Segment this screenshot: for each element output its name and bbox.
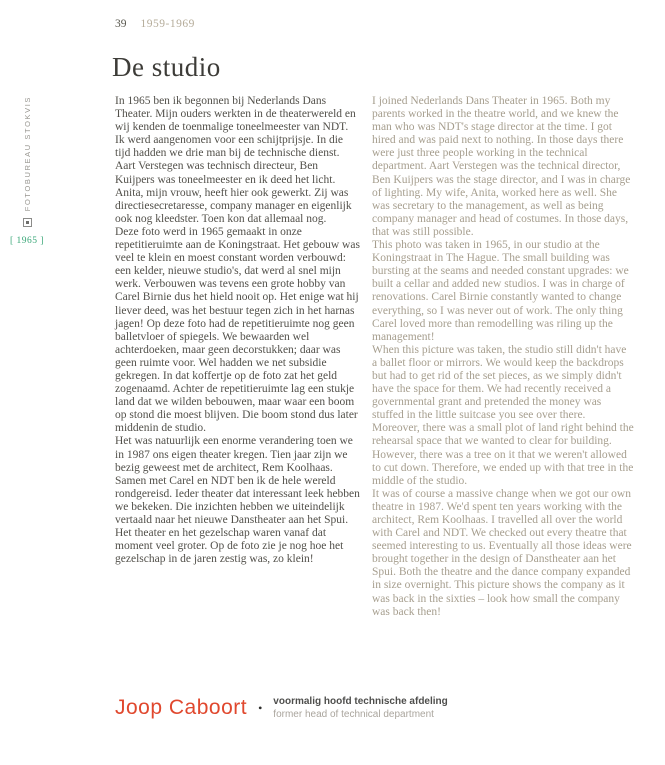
sidebar bbox=[9, 96, 45, 247]
author-role-english: former head of technical department bbox=[273, 709, 434, 720]
page-number: 39 bbox=[115, 18, 127, 30]
dutch-paragraph: In 1965 ben ik begonnen bij Nederlands Dans Theater. Mijn ouders werkten in de theaterwereld en wij kenden de toenmalige toneelmeester van NDT. Ik werd aangenomen voor een schijtprijsje. In die tijd hadden we drie man bij de technische dienst. Aart Verstegen was technisch directeur, Ben Kuijpers was toneelmeester en ik deed het licht. Anita, mijn vrouw, heeft hier ook gewerkt. Zij was directiesecretaresse, company manager en eigenlijk ook nog kleedster. Toen kon dat allemaal nog. bbox=[115, 95, 356, 225]
photo-credit-vertical: FOTOBUREAU STOKVIS bbox=[22, 96, 32, 212]
dutch-paragraph: Deze foto werd in 1965 gemaakt in onze repetitieruimte aan de Koningstraat. Het gebouw was veel te klein en moest constant worden verbouwd: een kelder, nieuwe studio's, dat werd al snel mijn werk. Verbouwen was tevens een grote hobby van Carel Birnie dus het hield nooit op. Het enige wat hij liever deed, was het bestuur tegen zich in het harnas jagen! Op deze foto had de repetitieruimte nog geen balletvloer of spiegels. We bewaarden wel achterdoeken, maar geen decorstukken; daar was geen ruimte voor. Wel hadden we net subsidie gekregen. In dat koffertje op de foto zat het geld zogenaamd. Achter de repetitieruimte lag een stukje land dat we wilden bebouwen, maar waar een boom op stond die moest blijven. Die boom stond dus later middenin de studio. bbox=[115, 225, 360, 435]
article-title: De studio bbox=[112, 52, 221, 82]
chapter-period: 1959-1969 bbox=[140, 18, 195, 30]
english-paragraph: This photo was taken in 1965, in our studio at the Koningstraat in The Hague. The small building was bursting at the seams and needed constant upgrades: we built a cellar and added new studios. I was in charge of renovations. Carel Birnie constantly wanted to change everything, so I was never out of work. The only thing Carel loved more than remodelling was riling up the management! bbox=[372, 239, 629, 343]
author-footer bbox=[115, 695, 448, 721]
english-paragraph: When this picture was taken, the studio still didn't have a ballet floor or mirrors. We would keep the backdrops but had to get rid of the set pieces, as we simply didn't have the space for them. We had recently received a governmental grant and pretended the money was stuffed in the little suitcase you see over there. Moreover, there was a small plot of land right behind the rehearsal space that we wanted to clear for building. However, there was a tree on it that we weren't allowed to cut down. Therefore, we ended up with that tree in the middle of the studio. bbox=[372, 343, 634, 487]
english-paragraph: It was of course a massive change when we got our own theatre in 1987. We'd spent ten years working with the architect, Rem Koolhaas. I travelled all over the world with Carel and NDT. We checked out every theatre that seemed interesting to us. Eventually all those ideas were brought together in the design of Danstheater aan het Spui. Both the theatre and the dance company expanded in size overnight. This picture shows the company as it was back in the sixties – look how small the company was back then! bbox=[372, 487, 632, 618]
author-name: Joop Caboort bbox=[115, 696, 248, 719]
dutch-paragraph: Het was natuurlijk een enorme verandering toen we in 1987 ons eigen theater kregen. Tien jaar zijn we bezig geweest met de architect, Rem Koolhaas. Samen met Carel en NDT ben ik de hele wereld rondgereisd. Ieder theater dat interessant leek hebben we bekeken. Die inzichten hebben we uiteindelijk vertaald naar het nieuwe Danstheater aan het Spui. Het theater en het gezelschap waren vanaf dat moment veel groter. Op de foto zie je nog hoe het gezelschap in de jaren zestig was, zo klein! bbox=[115, 435, 360, 566]
page-header bbox=[115, 18, 195, 30]
dutch-text-column bbox=[115, 95, 360, 566]
framed-square-icon bbox=[23, 218, 32, 227]
bullet-separator-icon: • bbox=[258, 700, 263, 715]
author-roles bbox=[273, 695, 447, 721]
english-paragraph: I joined Nederlands Dans Theater in 1965. Both my parents worked in the theatre world, and we knew the man who was NDT's stage director at the time. I got hired and was paid next to nothing. In those days there were just three people working in the technical department. Aart Verstegen was the technical director, Ben Kuijpers was the stage director, and I was in charge of lighting. My wife, Anita, worked here as well. She was secretary to the management, as well as being company manager and head of costumes. In those days, that was still possible. bbox=[372, 95, 631, 238]
author-role-dutch: voormalig hoofd technische afdeling bbox=[273, 696, 448, 707]
year-tag: [ 1965 ] bbox=[9, 236, 45, 247]
english-text-column bbox=[372, 95, 634, 619]
